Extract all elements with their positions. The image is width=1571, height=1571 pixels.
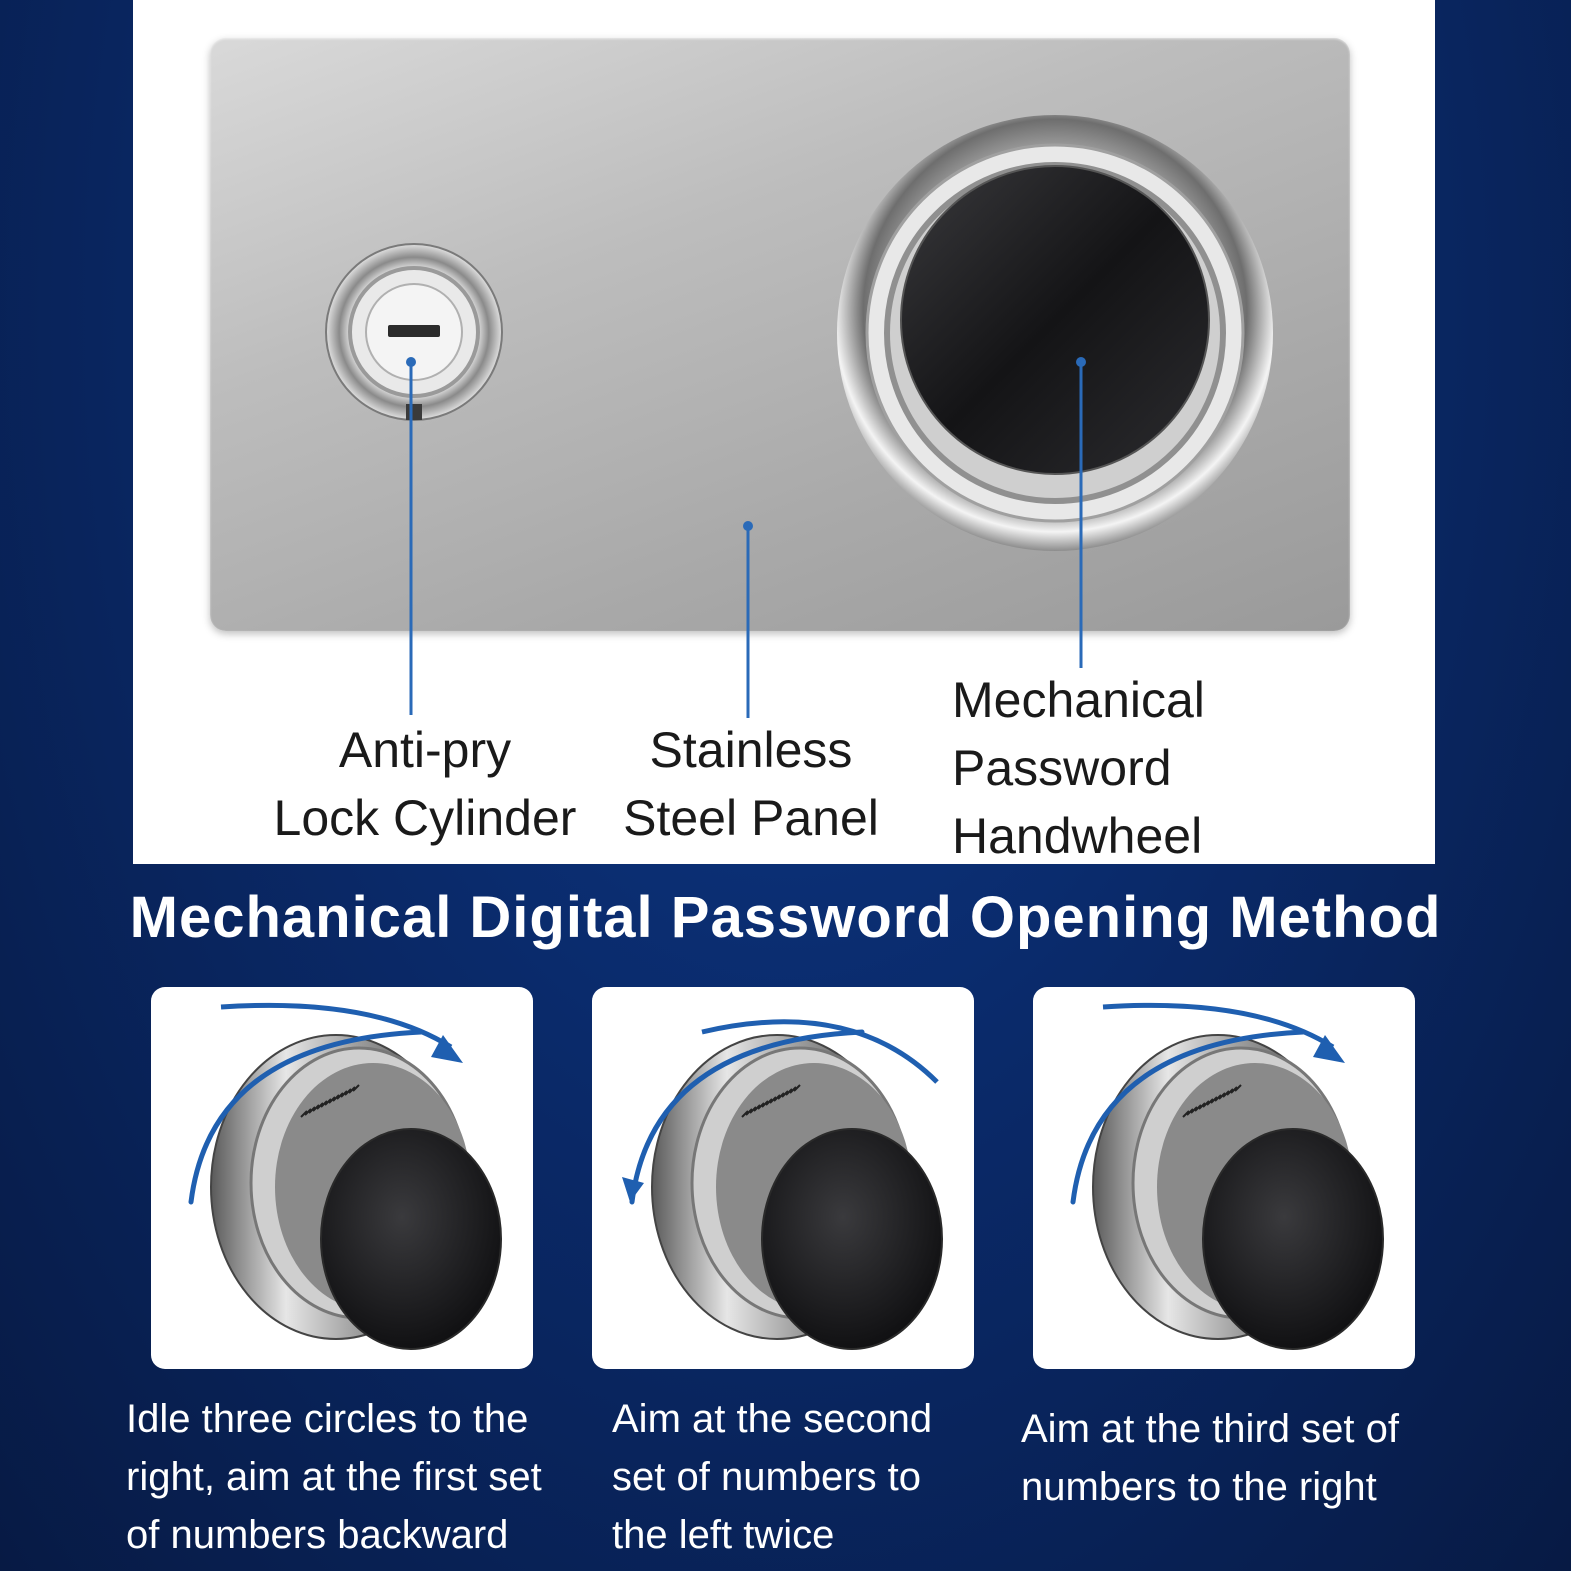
step-2-instruction: Aim at the second set of numbers to the left twice: [612, 1397, 933, 1557]
dial-counterclockwise-icon: [592, 987, 974, 1369]
lock-cylinder-icon: [326, 244, 502, 420]
step-1-instruction: Idle three circles to the right, aim at the first set of numbers backward: [126, 1397, 542, 1557]
step-card-2: [592, 987, 974, 1369]
step-3-instruction: Aim at the third set of numbers to the right: [1021, 1407, 1399, 1509]
lock-cylinder-label: Anti-pry Lock Cylinder: [273, 722, 577, 846]
handwheel-label: Mechanical Password Handwheel: [952, 672, 1205, 864]
dial-clockwise-icon: [1033, 987, 1415, 1369]
handwheel-icon: [837, 115, 1273, 551]
steel-panel-label: Stainless Steel Panel: [623, 722, 879, 846]
dial-clockwise-icon: [151, 987, 533, 1369]
section-title: Mechanical Digital Password Opening Method: [129, 885, 1442, 950]
step-card-1: [151, 987, 533, 1369]
step-card-3: [1033, 987, 1415, 1369]
